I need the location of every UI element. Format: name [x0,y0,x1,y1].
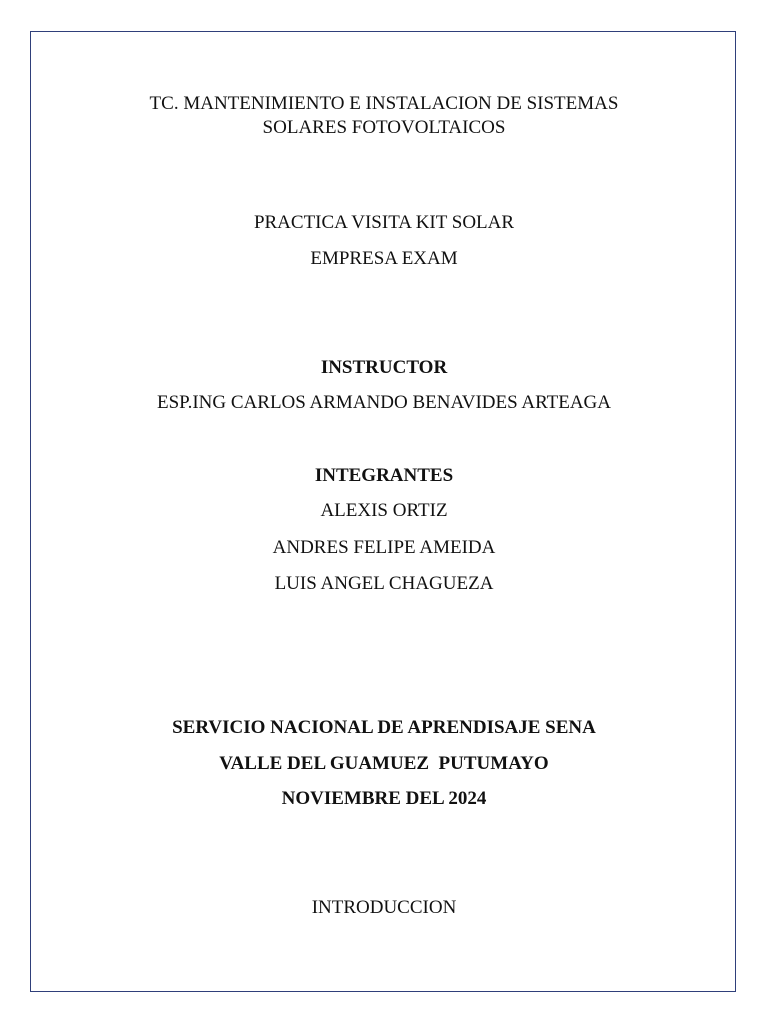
members-heading: INTEGRANTES [314,465,454,486]
member-name: ALEXIS ORTIZ [320,500,448,521]
activity-company: EMPRESA EXAM [310,248,458,269]
program-title-line-1: TC. MANTENIMIENTO E INSTALACION DE SISTEMAS [149,93,619,114]
institution-name: SERVICIO NACIONAL DE APRENDISAJE SENA [172,717,596,738]
program-title-line-2: SOLARES FOTOVOLTAICOS [262,117,506,138]
member-name: LUIS ANGEL CHAGUEZA [274,573,494,594]
instructor-heading: INSTRUCTOR [320,357,448,378]
section-heading-introduccion: INTRODUCCION [311,897,457,918]
activity-title: PRACTICA VISITA KIT SOLAR [253,212,515,233]
institution-location: VALLE DEL GUAMUEZ PUTUMAYO [219,753,549,774]
document-date: NOVIEMBRE DEL 2024 [281,788,487,809]
instructor-name: ESP.ING CARLOS ARMANDO BENAVIDES ARTEAGA [156,392,612,413]
member-name: ANDRES FELIPE AMEIDA [272,537,496,558]
